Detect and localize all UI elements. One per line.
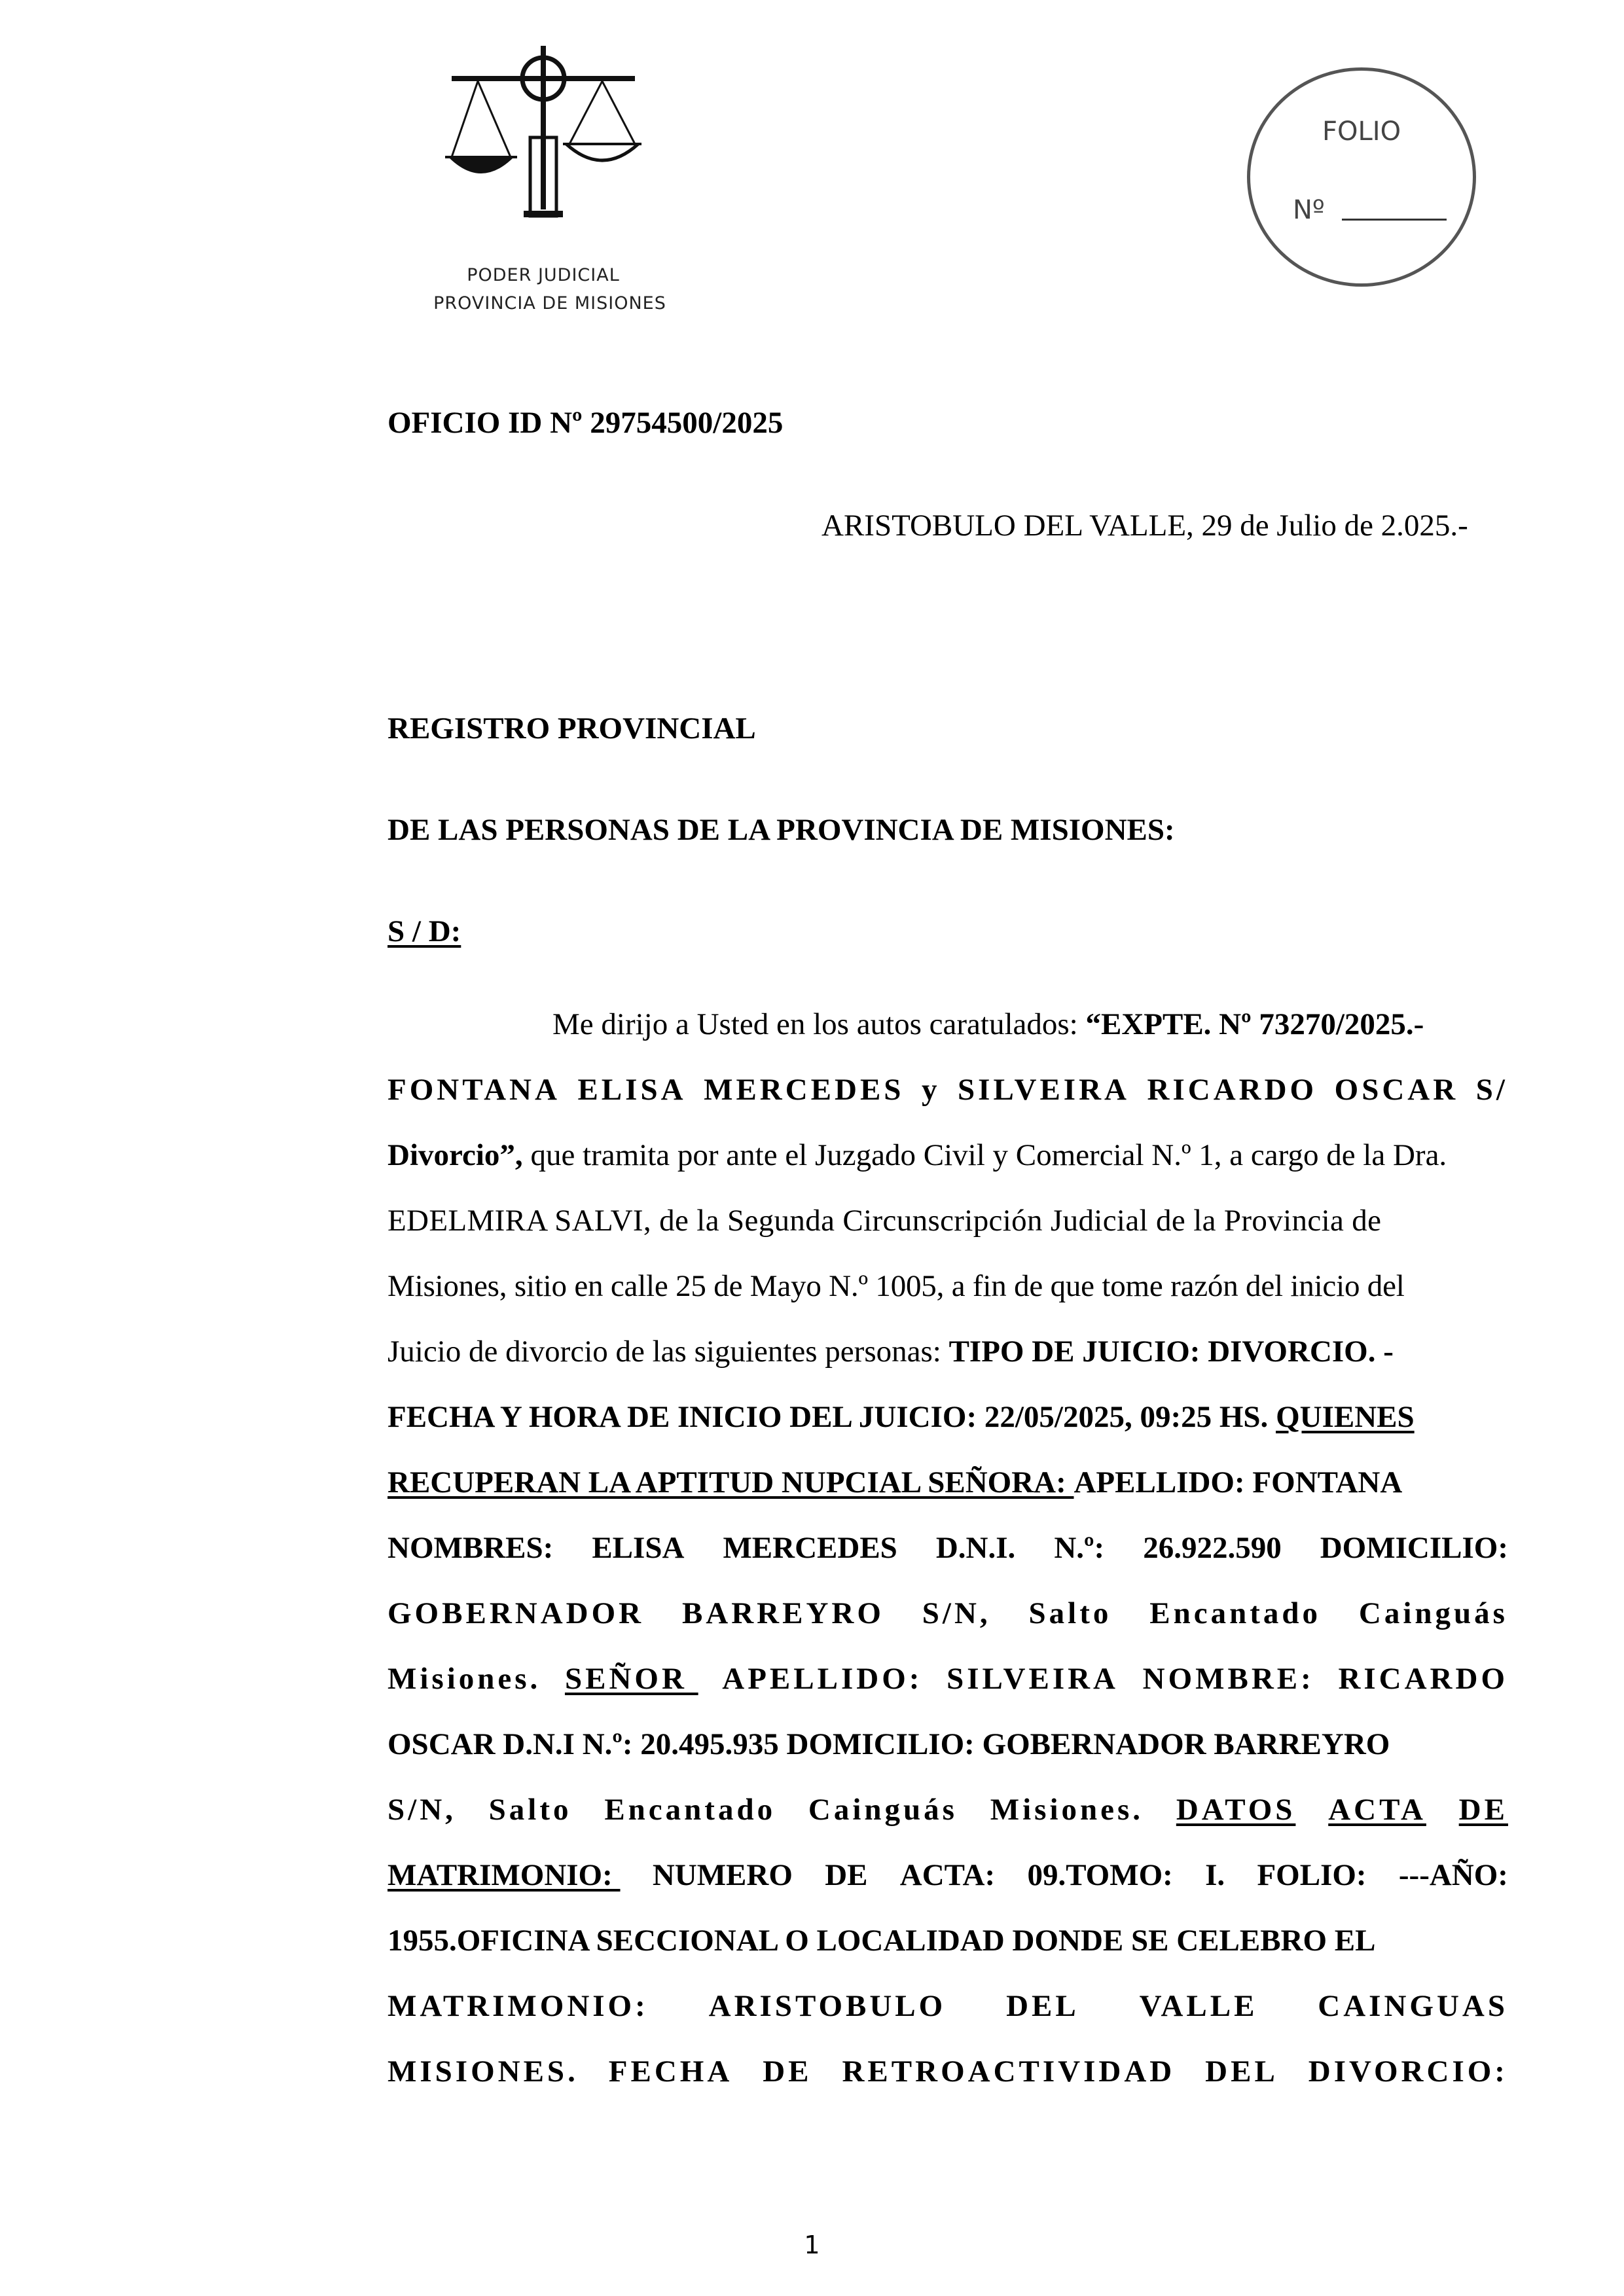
tipo-de-juicio: TIPO DE JUICIO: DIVORCIO. - [948, 1335, 1394, 1369]
word: I. [1205, 1858, 1225, 1892]
body-text: Me dirijo a Usted en los autos caratulados: [552, 1007, 1086, 1041]
word: BARREYRO [681, 1596, 884, 1630]
word: 26.922.590 [1143, 1531, 1282, 1565]
logo-text-line2: PROVINCIA DE MISIONES [433, 293, 666, 314]
word: Encantado [1149, 1596, 1322, 1630]
scales-of-justice-icon [439, 39, 648, 236]
word: VALLE [1139, 1989, 1258, 2023]
word: APELLIDO: [722, 1662, 923, 1696]
word: NOMBRES: [388, 1531, 554, 1565]
word: ACTA: [899, 1858, 996, 1892]
body-text: que tramita por ante el Juzgado Civil y Comercial N.º 1, a cargo de la Dra. [522, 1138, 1447, 1172]
body-line: 1955.OFICINA SECCIONAL O LOCALIDAD DONDE SE CELEBRO EL [388, 1924, 1376, 1958]
word: RETROACTIVIDAD [842, 2054, 1176, 2089]
word: DEL [1006, 1989, 1079, 2023]
word: Salto [1028, 1596, 1112, 1630]
matrimonio-heading: MATRIMONIO: [388, 1858, 621, 1892]
body-line [388, 1397, 1508, 1437]
recipient-line2: DE LAS PERSONAS DE LA PROVINCIA DE MISIONES: [388, 813, 1175, 847]
word: MERCEDES [723, 1531, 897, 1565]
body-line [388, 1070, 1508, 1109]
fecha-inicio: FECHA Y HORA DE INICIO DEL JUICIO: 22/05/2025, 09:25 HS. [388, 1400, 1276, 1434]
body-line [388, 1332, 1508, 1371]
word: OSCAR [1334, 1073, 1459, 1107]
senor-heading: SEÑOR [564, 1662, 698, 1696]
word: FOLIO: [1257, 1858, 1367, 1892]
body-line [388, 1005, 1508, 1044]
word: CAINGUAS [1318, 1989, 1508, 2023]
logo-text-line1: PODER JUDICIAL [467, 265, 620, 285]
folio-label: FOLIO [1322, 117, 1401, 147]
word: DE [825, 1858, 868, 1892]
word: FECHA [608, 2054, 733, 2089]
word: DIVORCIO: [1308, 2054, 1508, 2089]
senora-heading: RECUPERAN LA APTITUD NUPCIAL SEÑORA: [388, 1465, 1074, 1499]
body-line [388, 1136, 1508, 1175]
word: GOBERNADOR [388, 1596, 645, 1630]
body-line: OSCAR D.N.I N.º: 20.495.935 DOMICILIO: GOBERNADOR BARREYRO [388, 1727, 1390, 1761]
word: ---AÑO: [1398, 1858, 1508, 1892]
word: DOMICILIO: [1320, 1531, 1508, 1565]
word: ELISA [577, 1073, 687, 1107]
word: D.N.I. [935, 1531, 1016, 1565]
folio-number-label: Nº [1293, 195, 1325, 225]
datos-acta-heading: DATOS [1176, 1793, 1296, 1827]
word: Cainguás [1358, 1596, 1508, 1630]
oficio-id: OFICIO ID Nº 29754500/2025 [388, 406, 784, 440]
word: Misiones. [388, 1662, 541, 1696]
sd-line: S / D: [388, 914, 461, 948]
body-line [388, 2052, 1508, 2091]
page-number: 1 [804, 2231, 820, 2259]
word: 09.TOMO: [1027, 1858, 1173, 1892]
word: ARISTOBULO [708, 1989, 947, 2023]
body-text: Juicio de divorcio de las siguientes personas: [388, 1335, 949, 1369]
word: N.º: [1054, 1531, 1105, 1565]
word: Encantado [604, 1793, 776, 1827]
word: S/ [1475, 1073, 1508, 1107]
body-line [388, 1463, 1508, 1502]
word: RICARDO [1338, 1662, 1508, 1696]
word: S/N, [922, 1596, 991, 1630]
body-line [388, 1528, 1508, 1568]
body-line [388, 1986, 1508, 2026]
word: y [922, 1073, 941, 1107]
quienes-heading: QUIENES [1276, 1400, 1415, 1434]
folio-number-blank [1342, 219, 1447, 221]
word: FONTANA [388, 1073, 560, 1107]
word: SILVEIRA [958, 1073, 1130, 1107]
apellido-fontana: APELLIDO: FONTANA [1074, 1465, 1403, 1499]
word: SILVEIRA [947, 1662, 1119, 1696]
word: DEL [1205, 2054, 1278, 2089]
body-line: EDELMIRA SALVI, de la Segunda Circunscripción Judicial de la Provincia de [388, 1204, 1382, 1238]
folio-stamp [1247, 67, 1476, 287]
body-line [388, 1594, 1508, 1633]
datos-acta-heading: ACTA [1328, 1793, 1426, 1827]
body-line: Misiones, sitio en calle 25 de Mayo N.º 1005, a fin de que tome razón del inicio del [388, 1269, 1405, 1303]
word: S/N, [388, 1793, 456, 1827]
body-line [388, 1856, 1508, 1895]
word: MERCEDES [704, 1073, 905, 1107]
datos-acta-heading: DE [1458, 1793, 1508, 1827]
word: MISIONES. [388, 2054, 579, 2089]
expediente-number: “EXPTE. Nº 73270/2025.- [1085, 1007, 1424, 1041]
word: RICARDO [1147, 1073, 1318, 1107]
place-date: ARISTOBULO DEL VALLE, 29 de Julio de 2.025.- [821, 509, 1468, 543]
word: Cainguás [808, 1793, 958, 1827]
case-title-end: Divorcio”, [388, 1138, 523, 1172]
word: NUMERO [652, 1858, 793, 1892]
word: NOMBRE: [1142, 1662, 1314, 1696]
body-line [388, 1790, 1508, 1829]
word: ELISA [592, 1531, 685, 1565]
judicial-logo [406, 39, 681, 314]
word: MATRIMONIO: [388, 1989, 649, 2023]
word: Misiones. [990, 1793, 1144, 1827]
word: DE [763, 2054, 812, 2089]
word: Salto [488, 1793, 572, 1827]
body-line [388, 1659, 1508, 1698]
recipient-line1: REGISTRO PROVINCIAL [388, 711, 756, 745]
